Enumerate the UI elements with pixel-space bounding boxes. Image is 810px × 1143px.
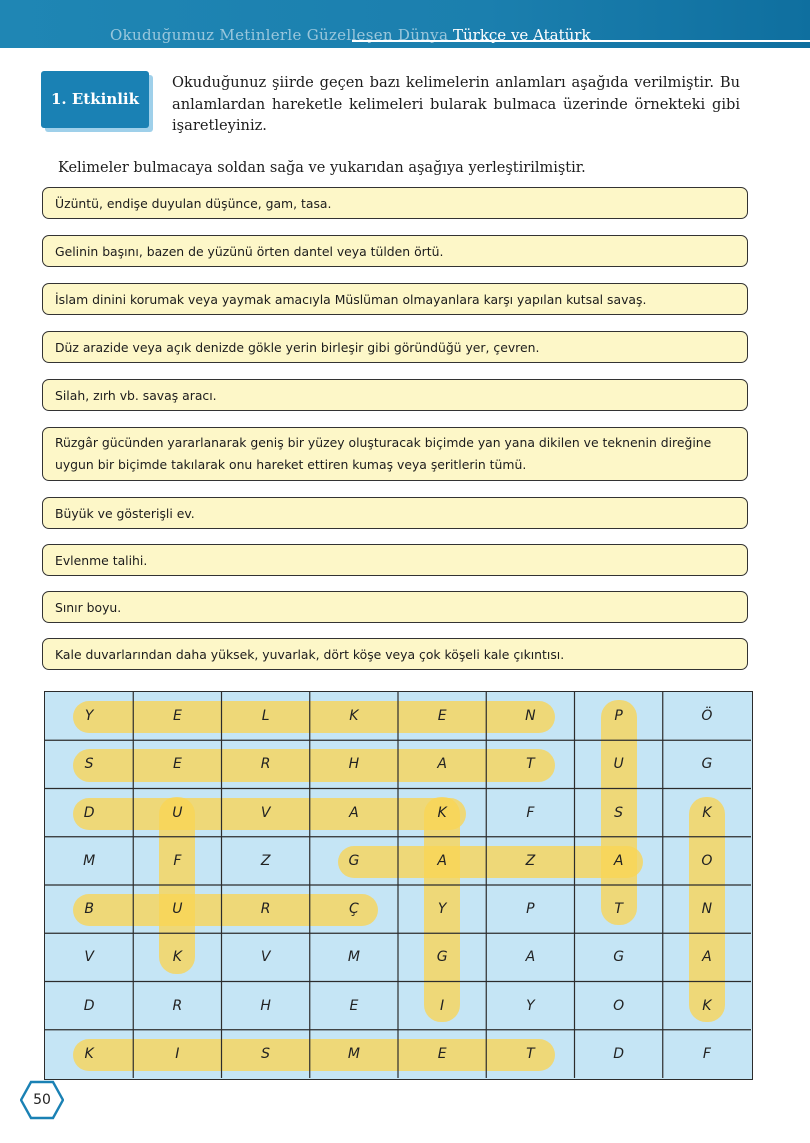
clue-box-4 (42, 331, 748, 363)
activity-badge: 1. Etkinlik (41, 71, 149, 128)
clue-text: Üzüntü, endişe duyulan düşünce, gam, tasa. (55, 195, 332, 211)
grid-letter[interactable]: K (172, 949, 182, 966)
grid-letter[interactable]: D (83, 804, 95, 821)
grid-letter[interactable]: N (525, 708, 536, 725)
grid-letter[interactable]: T (614, 901, 623, 918)
grid-letter[interactable]: I (175, 1045, 180, 1062)
grid-letter[interactable]: E (172, 708, 182, 725)
clue-box-2 (42, 235, 748, 267)
grid-letter[interactable]: G (436, 949, 448, 966)
grid-letter[interactable]: S (614, 804, 624, 821)
grid-letter[interactable]: A (613, 852, 624, 869)
grid-letter[interactable]: H (348, 756, 360, 773)
clue-box-3 (42, 283, 748, 315)
clue-text: Rüzgâr gücünden yararlanarak geniş bir yüzey oluşturacak biçimde yan yana dikilen ve teknenin direğine uygun bir biçimde takılarak onu hareket ettiren kumaş veya şeritlerin tümü. (55, 435, 712, 472)
grid-letter[interactable]: P (526, 901, 535, 918)
grid-letter[interactable]: V (260, 804, 271, 821)
grid-letter[interactable]: A (437, 756, 447, 773)
grid-letter[interactable]: Ç (348, 901, 359, 918)
activity-instruction: Okuduğunuz şiirde geçen bazı kelimelerin anlamları aşağıda verilmiştir. Bu anlamlardan hareketle kelimeleri bularak bulmaca üzerinde örnekteki gibi işaretleyiniz. (172, 74, 740, 134)
grid-letter[interactable]: U (613, 756, 624, 773)
grid-letter[interactable]: E (172, 756, 182, 773)
grid-letter[interactable]: K (349, 708, 359, 725)
page-number (20, 1080, 64, 1120)
grid-letter[interactable]: M (347, 949, 360, 966)
placement-note: Kelimeler bulmacaya soldan sağa ve yukarıdan aşağıya yerleştirilmiştir. (58, 160, 586, 176)
grid-letter[interactable]: L (261, 708, 270, 725)
grid-letter[interactable]: R (260, 901, 271, 918)
clue-box-5 (42, 379, 748, 411)
grid-letter[interactable]: G (348, 852, 360, 869)
grid-letter[interactable]: K (84, 1045, 94, 1062)
clue-text: Düz arazide veya açık denizde gökle yerin birleşir gibi göründüğü yer, çevren. (55, 339, 540, 355)
grid-letter[interactable]: I (440, 997, 445, 1014)
clue-text: Kale duvarlarından daha yüksek, yuvarlak, dört köşe veya çok köşeli kale çıkıntısı. (55, 646, 565, 662)
grid-letter[interactable]: Y (84, 708, 94, 725)
grid-letter[interactable]: R (172, 997, 183, 1014)
grid-letter[interactable]: F (702, 1045, 711, 1062)
grid-letter[interactable]: H (260, 997, 271, 1014)
grid-letter[interactable]: Y (437, 901, 447, 918)
clue-box-10 (42, 638, 748, 670)
clue-box-6 (42, 427, 748, 481)
grid-letter[interactable]: Z (260, 852, 271, 869)
grid-letter[interactable]: Z (525, 852, 536, 869)
grid-letter[interactable]: D (83, 997, 95, 1014)
grid-letter[interactable]: S (84, 756, 94, 773)
grid-letter[interactable]: A (437, 852, 447, 869)
grid-letter[interactable]: E (437, 1045, 447, 1062)
word-search-grid (44, 691, 753, 1080)
clue-text: Büyük ve gösterişli ev. (55, 505, 195, 521)
grid-letter[interactable]: M (83, 852, 96, 869)
grid-letter[interactable]: T (526, 1045, 535, 1062)
clue-box-9 (42, 591, 748, 623)
unit-title-faded: Okuduğumuz Metinlerle Güzelleşen Dünya (110, 26, 449, 44)
clue-text: Sınır boyu. (55, 599, 122, 615)
grid-letter[interactable]: U (172, 804, 183, 821)
clue-text: İslam dinini korumak veya yaymak amacıyla Müslüman olmayanlara karşı yapılan kutsal savaş. (55, 291, 647, 307)
grid-letter[interactable]: N (701, 901, 713, 918)
grid-letter[interactable]: M (347, 1045, 360, 1062)
grid-letter[interactable]: K (702, 997, 712, 1014)
grid-letter[interactable]: E (349, 997, 359, 1014)
clue-box-1 (42, 187, 748, 219)
unit-title (110, 26, 591, 48)
grid-letter[interactable]: T (526, 756, 535, 773)
grid-letter[interactable]: O (701, 852, 713, 869)
grid-letter[interactable]: F (526, 804, 535, 821)
grid-letter[interactable]: E (437, 708, 447, 725)
grid-letter[interactable]: A (702, 949, 712, 966)
grid-letter[interactable]: F (173, 852, 182, 869)
grid-letter[interactable]: V (84, 949, 94, 966)
grid-letter[interactable]: A (525, 949, 536, 966)
unit-title-tail: Türkçe ve Atatürk (452, 26, 591, 44)
clue-box-8 (42, 544, 748, 576)
grid-letter[interactable]: O (613, 997, 625, 1014)
grid-letter[interactable]: A (349, 804, 359, 821)
grid-letter[interactable]: V (260, 949, 271, 966)
grid-letter[interactable]: G (613, 949, 625, 966)
grid-letter[interactable]: Y (526, 997, 535, 1014)
clue-text: Gelinin başını, bazen de yüzünü örten dantel veya tülden örtü. (55, 243, 444, 259)
grid-letter[interactable]: D (613, 1045, 625, 1062)
grid-letter[interactable]: R (260, 756, 271, 773)
clue-text: Silah, zırh vb. savaş aracı. (55, 387, 217, 403)
grid-letter[interactable]: K (702, 804, 712, 821)
grid-letter[interactable]: Ö (701, 708, 713, 725)
grid-letter[interactable]: U (172, 901, 183, 918)
clue-text: Evlenme talihi. (55, 552, 148, 568)
grid-letter[interactable]: K (437, 804, 447, 821)
page-number-text: 50 (33, 1092, 51, 1108)
grid-letter[interactable]: S (261, 1045, 271, 1062)
clue-box-7 (42, 497, 748, 529)
grid-letter[interactable]: P (614, 708, 623, 725)
grid-letter[interactable]: G (701, 756, 713, 773)
grid-letter[interactable]: B (84, 901, 94, 918)
